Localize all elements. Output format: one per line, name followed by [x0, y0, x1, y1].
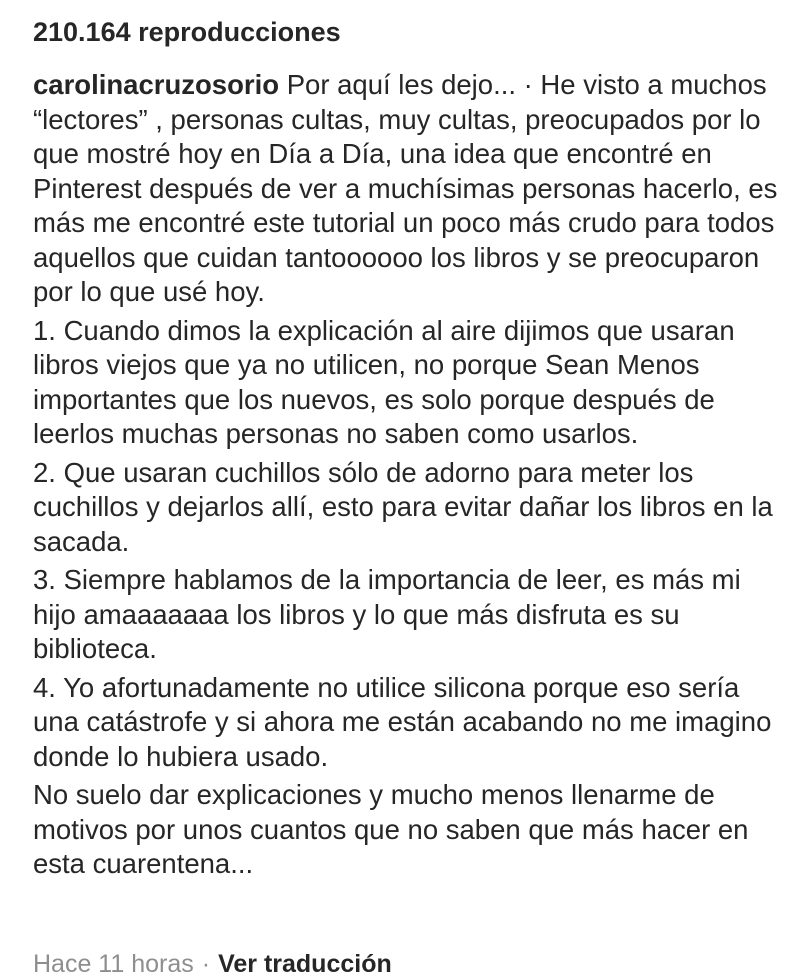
caption-paragraph-5: 4. Yo afortunadamente no utilice silicona porque eso sería una catástrofe y si ahora me están acabando no me imagino donde lo hubiera usado. [33, 671, 772, 772]
post-caption-container [33, 0, 783, 882]
caption-paragraph-3: 2. Que usaran cuchillos sólo de adorno para meter los cuchillos y dejarlos allí, esto para evitar dañar los libros en la sacada. [33, 456, 773, 557]
view-count[interactable]: 210.164 reproducciones [33, 17, 341, 47]
see-translation-link[interactable]: Ver traducción [218, 950, 392, 978]
caption-paragraph-4: 3. Siempre hablamos de la importancia de leer, es más mi hijo amaaaaaaa los libros y lo que más disfruta es su biblioteca. [33, 564, 741, 664]
caption-paragraph-6: No suelo dar explicaciones y mucho menos llenarme de motivos por unos cuantos que no saben que más hacer en esta cuarentena... [33, 779, 749, 879]
meta-separator: · [201, 950, 211, 978]
post-meta-row [33, 948, 392, 980]
caption-text [33, 68, 783, 882]
caption-paragraph-2: 1. Cuando dimos la explicación al aire dijimos que usaran libros viejos que ya no utilicen, no porque Sean Menos importantes que los nuevos, es solo porque después de leerlos muchas personas no saben como usarlos. [33, 314, 735, 449]
timestamp: Hace 11 horas [33, 950, 194, 978]
caption-paragraph-1 [33, 68, 783, 310]
username-link[interactable]: carolinacruzosorio [33, 69, 280, 100]
caption-paragraph-text: Por aquí les dejo... · He visto a muchos “lectores” , personas cultas, muy cultas, preocupados por lo que mostré hoy en Día a Día, una idea que encontré en Pinterest después de ver a muchísimas personas hacerlo, es más me encontré este tutorial un poco más crudo para todos aquellos que cuidan tantoooooo los libros y se preocuparon por lo que usé hoy. [33, 69, 778, 307]
